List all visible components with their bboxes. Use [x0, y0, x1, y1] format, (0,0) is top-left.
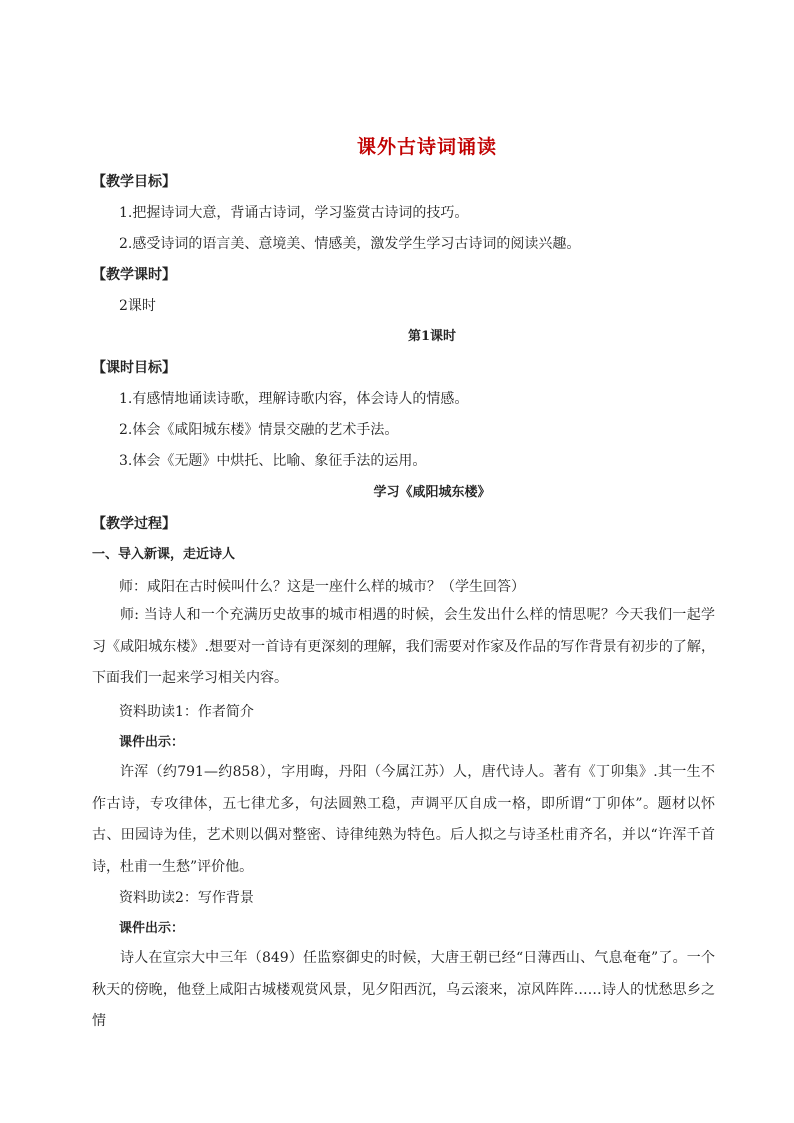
lesson-goal-item-2: 2.体会《咸阳城东楼》情景交融的艺术手法。	[119, 422, 399, 438]
lesson-goal-item-3: 3.体会《无题》中烘托、比喻、象征手法的运用。	[119, 453, 427, 469]
material-1-label: 资料助读1：作者简介	[119, 704, 254, 720]
lesson-1-heading: 第1课时	[407, 329, 457, 344]
study-subtitle: 学习《咸阳城东楼》	[373, 485, 491, 500]
background-paragraph: 诗人在宣宗大中三年（849）任监察御史的时候，大唐王朝已经“日薄西山、气息奄奄”了。一个秋天的傍晚，他登上咸阳古城楼观赏风景，见夕阳西沉，乌云滚来，凉风阵阵……诗人的忧愁思乡之情	[92, 950, 715, 1029]
lesson-goals-heading: 【课时目标】	[92, 360, 176, 376]
teacher-question-1: 师：咸阳在古时候叫什么？这是一座什么样的城市？（学生回答）	[119, 579, 525, 595]
goal-item-2: 2.感受诗词的语言美、意境美、情感美，激发学生学习古诗词的阅读兴趣。	[119, 236, 581, 252]
teaching-goals-heading: 【教学目标】	[92, 174, 176, 190]
teaching-hours-heading: 【教学课时】	[92, 267, 176, 283]
step-1-heading: 一、导入新课，走近诗人	[92, 547, 236, 562]
lesson-goal-item-1: 1.有感情地诵读诗歌，理解诗歌内容，体会诗人的情感。	[119, 391, 469, 407]
teacher-paragraph-2: 师: 当诗人和一个充满历史故事的城市相遇的时候，会生发出什么样的情思呢？今天我们一起学习《咸阳城东楼》.想要对一首诗有更深刻的理解，我们需要对作家及作品的写作背景有初步的了解，下面我们一起来学习相关内容。	[92, 607, 715, 686]
courseware-2-label: 课件出示：	[119, 921, 185, 936]
teaching-hours-value: 2课时	[119, 298, 156, 314]
author-intro-paragraph: 许浑（约791—约858），字用晦，丹阳（今属江苏）人，唐代诗人。著有《丁卯集》.其一生不作古诗，专攻律体，五七律尤多，句法圆熟工稳，声调平仄自成一格，即所谓“丁卯体”。题材以怀古、田园诗为佳，艺术则以偶对整密、诗律纯熟为特色。后人拟之与诗圣杜甫齐名，并以“许浑千首诗，杜甫一生愁”评价他。	[92, 764, 715, 875]
teaching-process-heading: 【教学过程】	[92, 516, 176, 532]
courseware-1-label: 课件出示：	[119, 735, 185, 750]
goal-item-1: 1.把握诗词大意，背诵古诗词，学习鉴赏古诗词的技巧。	[119, 205, 469, 221]
material-2-label: 资料助读2：写作背景	[119, 890, 254, 906]
document-title: 课外古诗词诵读	[356, 136, 497, 158]
